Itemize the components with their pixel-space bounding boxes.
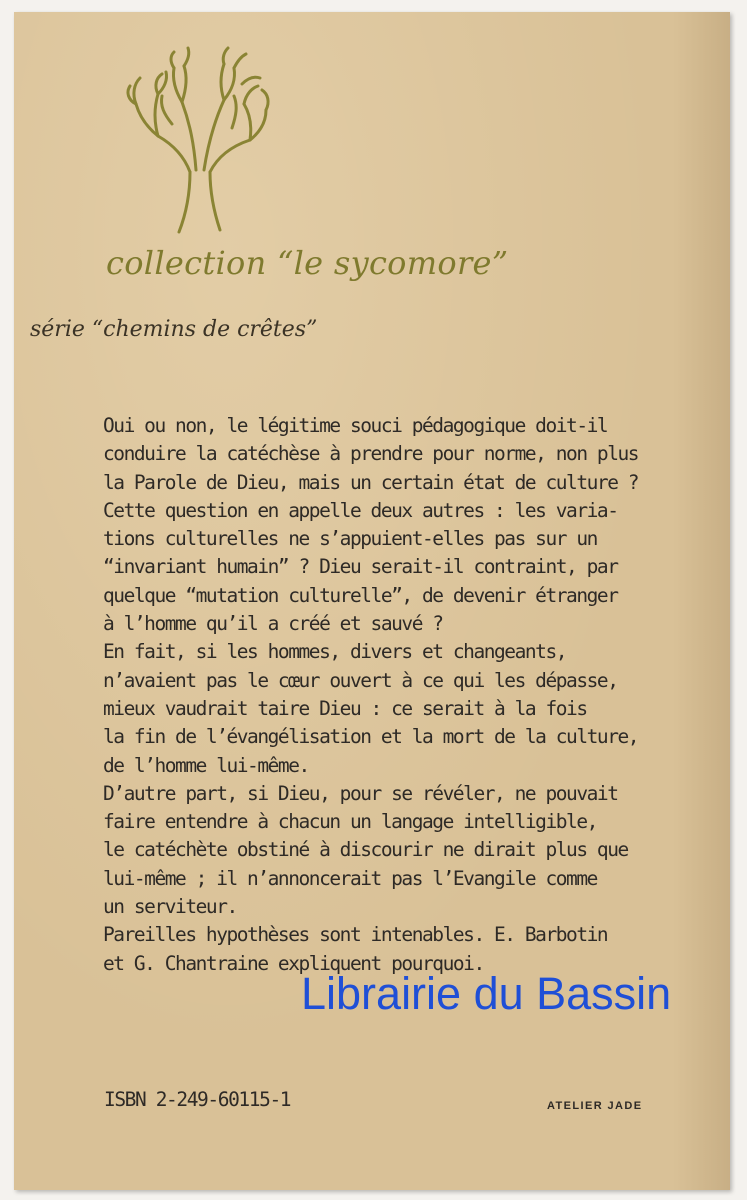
blurb-line: et G. Chantraine expliquent pourquoi. [103,951,484,975]
publisher-name: ATELIER JADE [547,1100,643,1112]
blurb-line: conduire la catéchèse à prendre pour norme, non plus [103,442,639,466]
sycamore-tree-icon [124,44,274,244]
blurb-line: tions culturelles ne s’appuient-elles pas sur un [103,527,597,551]
blurb-line: lui-même ; il n’annoncerait pas l’Evangile comme [103,866,597,890]
blurb-line: la fin de l’évangélisation et la mort de la culture, [103,725,639,749]
blurb-line: En fait, si les hommes, divers et changeants, [103,640,567,664]
seller-watermark: Librairie du Bassin [301,968,672,1019]
blurb-line: faire entendre à chacun un langage intelligible, [103,810,597,834]
blurb-line: n’avaient pas le cœur ouvert à ce qui les dépasse, [103,668,618,692]
blurb-line: D’autre part, si Dieu, pour se révéler, ne pouvait [103,781,618,805]
blurb-line: mieux vaudrait taire Dieu : ce serait à la fois [103,696,587,720]
blurb-line: le catéchète obstiné à discourir ne dirait plus que [103,838,628,862]
blurb-line: la Parole de Dieu, mais un certain état de culture ? [103,470,639,494]
blurb-line: Cette question en appelle deux autres : les varia- [103,498,618,522]
isbn-number: ISBN 2-249-60115-1 [104,1088,291,1111]
blurb-text [103,412,723,978]
blurb-line: de l’homme lui-même. [103,753,309,777]
blurb-line: un serviteur. [103,895,237,919]
blurb-line: Oui ou non, le légitime souci pédagogique doit-il [103,414,608,437]
blurb-line: Pareilles hypothèses sont intenables. E. Barbotin [103,923,608,947]
series-title: série “chemins de crêtes” [30,317,318,342]
blurb-line: à l’homme qu’il a créé et sauvé ? [103,612,443,636]
collection-title: collection “le sycomore” [106,244,509,282]
blurb-line: quelque “mutation culturelle”, de devenir étranger [103,583,618,607]
blurb-line: “invariant humain” ? Dieu serait-il contraint, par [103,555,618,579]
